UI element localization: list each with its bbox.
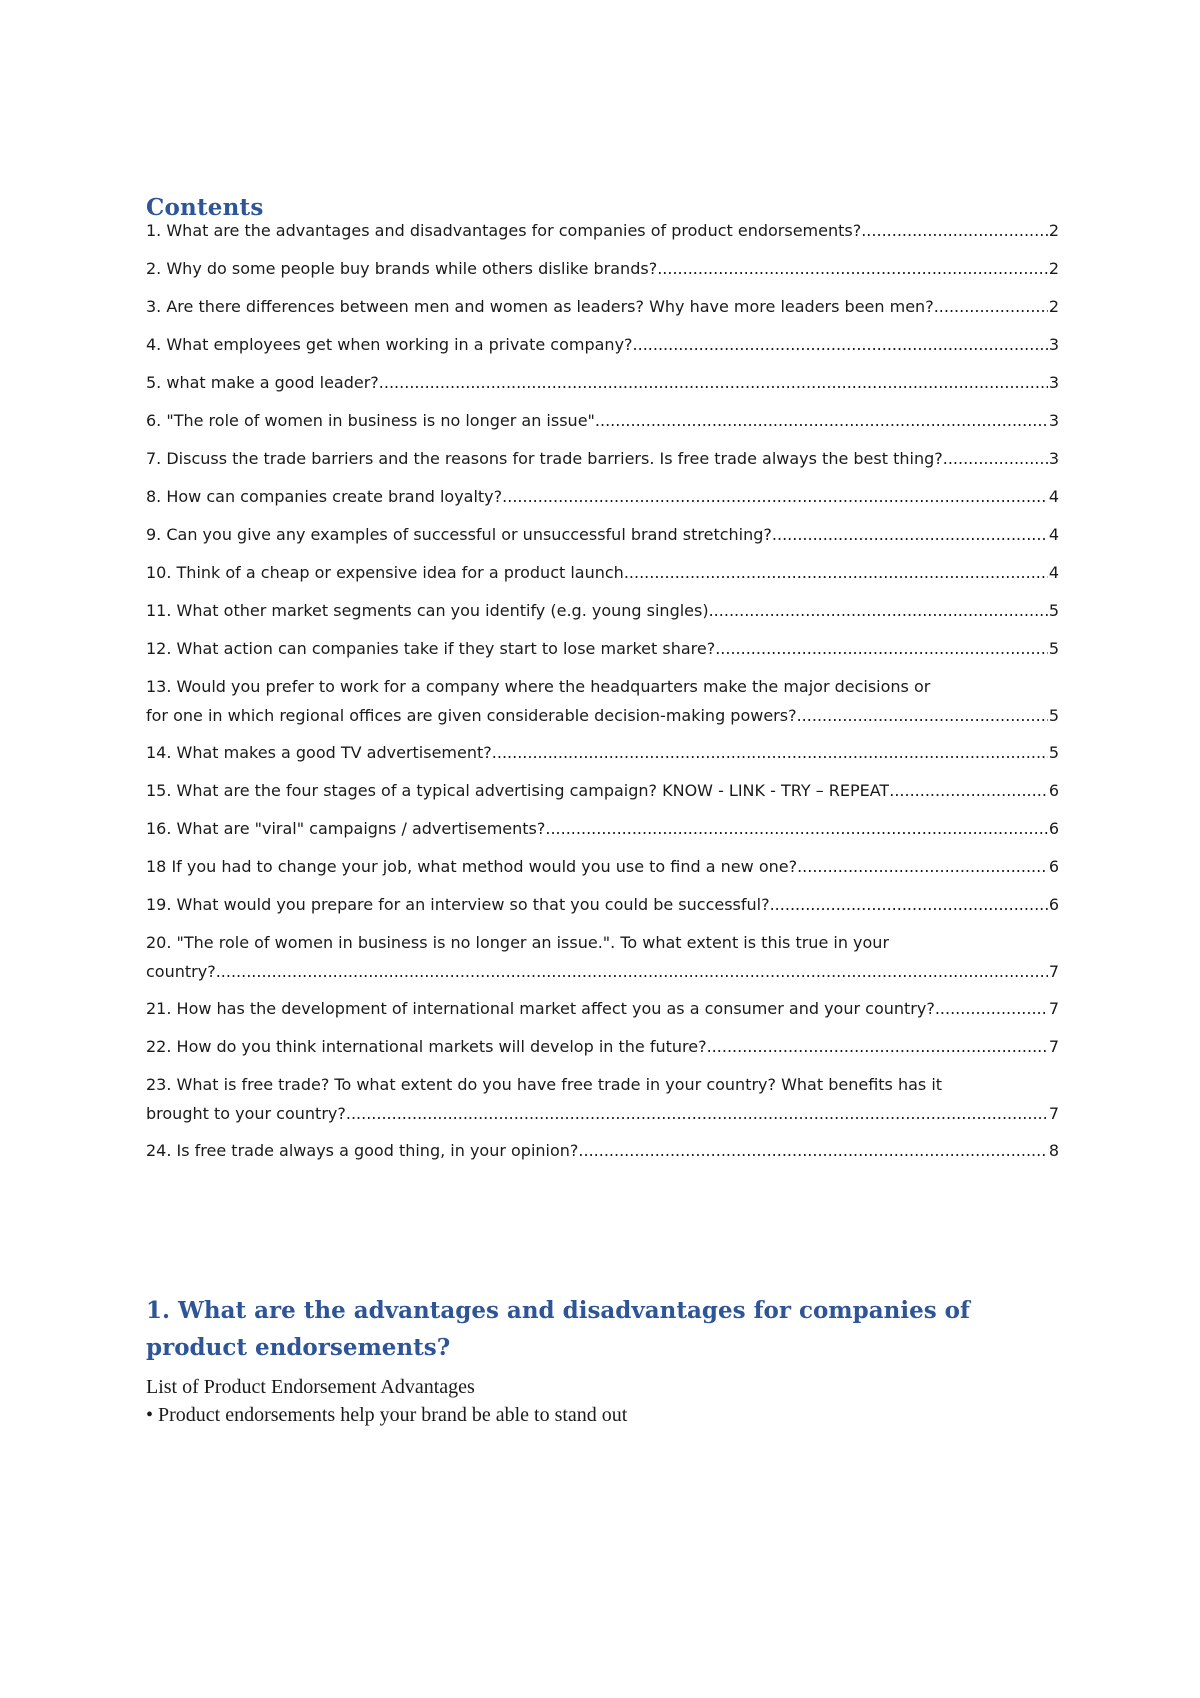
toc-entry[interactable] (146, 814, 1059, 843)
toc-page-number: 4 (1048, 525, 1059, 544)
toc-page-number: 8 (1048, 1141, 1059, 1160)
dot-leader (545, 814, 1047, 843)
toc-page-number: 2 (1048, 297, 1059, 316)
toc-entry-text: 22. How do you think international markets will develop in the future? (146, 1037, 707, 1056)
toc-entry-text: for one in which regional offices are given considerable decision-making powers? (146, 706, 797, 725)
toc-entry-text: 10. Think of a cheap or expensive idea for a product launch (146, 563, 624, 582)
toc-entry-text: 16. What are "viral" campaigns / advertisements? (146, 819, 546, 838)
toc-entry[interactable] (146, 558, 1059, 587)
toc-page-number: 3 (1048, 411, 1059, 430)
toc-page-number: 6 (1048, 819, 1059, 838)
toc-entry-text: 9. Can you give any examples of successful or unsuccessful brand stretching? (146, 525, 772, 544)
toc-entry-text: 5. what make a good leader? (146, 373, 379, 392)
toc-heading: Contents (146, 194, 264, 221)
toc-page-number: 7 (1048, 1037, 1059, 1056)
toc-page-number: 7 (1048, 1104, 1059, 1123)
toc-entry[interactable] (146, 776, 1059, 805)
toc-page-number: 2 (1048, 259, 1059, 278)
dot-leader (943, 444, 1048, 473)
toc-entry[interactable] (146, 852, 1059, 881)
toc-entry[interactable] (146, 994, 1059, 1023)
toc-entry[interactable] (146, 1136, 1059, 1165)
toc-entry-text: 21. How has the development of international market affect you as a consumer and your country? (146, 999, 935, 1018)
toc-entry[interactable] (146, 330, 1059, 359)
dot-leader (216, 957, 1048, 986)
toc-entry[interactable] (146, 216, 1059, 245)
toc-entry[interactable] (146, 672, 1059, 730)
toc-entry-text: 7. Discuss the trade barriers and the reasons for trade barriers. Is free trade always the best thing? (146, 449, 943, 468)
toc-page-number: 6 (1048, 857, 1059, 876)
dot-leader (379, 368, 1048, 397)
toc-entry[interactable] (146, 890, 1059, 919)
toc-entry-text: 12. What action can companies take if they start to lose market share? (146, 639, 716, 658)
dot-leader (797, 701, 1048, 730)
dot-leader (657, 254, 1048, 283)
toc-page-number: 3 (1048, 449, 1059, 468)
dot-leader (595, 406, 1048, 435)
toc-entry[interactable] (146, 1032, 1059, 1061)
toc-entry-text-line1: 23. What is free trade? To what extent do you have free trade in your country? What benefits has it (146, 1075, 943, 1094)
toc-page-number: 6 (1048, 895, 1059, 914)
toc-page-number: 5 (1048, 639, 1059, 658)
toc-page-number: 3 (1048, 335, 1059, 354)
toc-entry-text: 4. What employees get when working in a private company? (146, 335, 633, 354)
toc-entry-text: 11. What other market segments can you identify (e.g. young singles) (146, 601, 709, 620)
toc-entry[interactable] (146, 928, 1059, 986)
toc-page-number: 7 (1048, 999, 1059, 1018)
toc-entry-text-line1: 13. Would you prefer to work for a company where the headquarters make the major decisions or (146, 677, 931, 696)
toc-entry[interactable] (146, 520, 1059, 549)
document-page (146, 0, 1059, 1698)
dot-leader (861, 216, 1048, 245)
toc-page-number: 5 (1048, 743, 1059, 762)
toc-entry[interactable] (146, 292, 1059, 321)
toc-entry[interactable] (146, 738, 1059, 767)
toc-page-number: 7 (1048, 962, 1059, 981)
toc-entry[interactable] (146, 444, 1059, 473)
toc-entry-text: 19. What would you prepare for an interview so that you could be successful? (146, 895, 770, 914)
toc-entry-text: 24. Is free trade always a good thing, in your opinion? (146, 1141, 579, 1160)
toc-entry-text: 15. What are the four stages of a typical advertising campaign? KNOW - LINK - TRY – REPEAT (146, 781, 890, 800)
section-heading: 1. What are the advantages and disadvantages for companies of product endorsements? (146, 1297, 970, 1361)
dot-leader (935, 994, 1048, 1023)
dot-leader (578, 1136, 1047, 1165)
toc-entry-text: country? (146, 962, 216, 981)
toc-entry-text: 6. "The role of women in business is no longer an issue" (146, 411, 595, 430)
toc-entry-text: 8. How can companies create brand loyalty? (146, 487, 503, 506)
dot-leader (715, 634, 1048, 663)
toc-page-number: 4 (1048, 563, 1059, 582)
toc-page-number: 6 (1048, 781, 1059, 800)
dot-leader (624, 558, 1048, 587)
dot-leader (709, 596, 1048, 625)
toc-entry[interactable] (146, 634, 1059, 663)
toc-page-number: 2 (1048, 221, 1059, 240)
toc-entry[interactable] (146, 1070, 1059, 1128)
dot-leader (770, 890, 1048, 919)
bullet-paragraph: • Product endorsements help your brand be able to stand out (146, 1404, 628, 1426)
toc-entry[interactable] (146, 406, 1059, 435)
toc-entry-text: 14. What makes a good TV advertisement? (146, 743, 492, 762)
toc-entry-text: 3. Are there differences between men and women as leaders? Why have more leaders been men? (146, 297, 934, 316)
dot-leader (772, 520, 1048, 549)
toc-entry-text: 18 If you had to change your job, what method would you use to find a new one? (146, 857, 798, 876)
toc-page-number: 4 (1048, 487, 1059, 506)
toc-entry[interactable] (146, 482, 1059, 511)
dot-leader (346, 1099, 1048, 1128)
dot-leader (633, 330, 1048, 359)
dot-leader (889, 776, 1048, 805)
dot-leader (707, 1032, 1048, 1061)
toc-entry-text-line1: 20. "The role of women in business is no longer an issue.". To what extent is this true in your (146, 933, 890, 952)
dot-leader (934, 292, 1048, 321)
toc-entry[interactable] (146, 596, 1059, 625)
toc-page-number: 5 (1048, 706, 1059, 725)
toc-entry[interactable] (146, 368, 1059, 397)
toc-entry[interactable] (146, 254, 1059, 283)
dot-leader (797, 852, 1048, 881)
toc-page-number: 5 (1048, 601, 1059, 620)
dot-leader (502, 482, 1048, 511)
toc-entry-text: brought to your country? (146, 1104, 346, 1123)
toc-entry-text: 2. Why do some people buy brands while others dislike brands? (146, 259, 658, 278)
toc-entry-text: 1. What are the advantages and disadvantages for companies of product endorsements? (146, 221, 862, 240)
body-paragraph: List of Product Endorsement Advantages (146, 1376, 475, 1398)
toc-page-number: 3 (1048, 373, 1059, 392)
dot-leader (492, 738, 1048, 767)
